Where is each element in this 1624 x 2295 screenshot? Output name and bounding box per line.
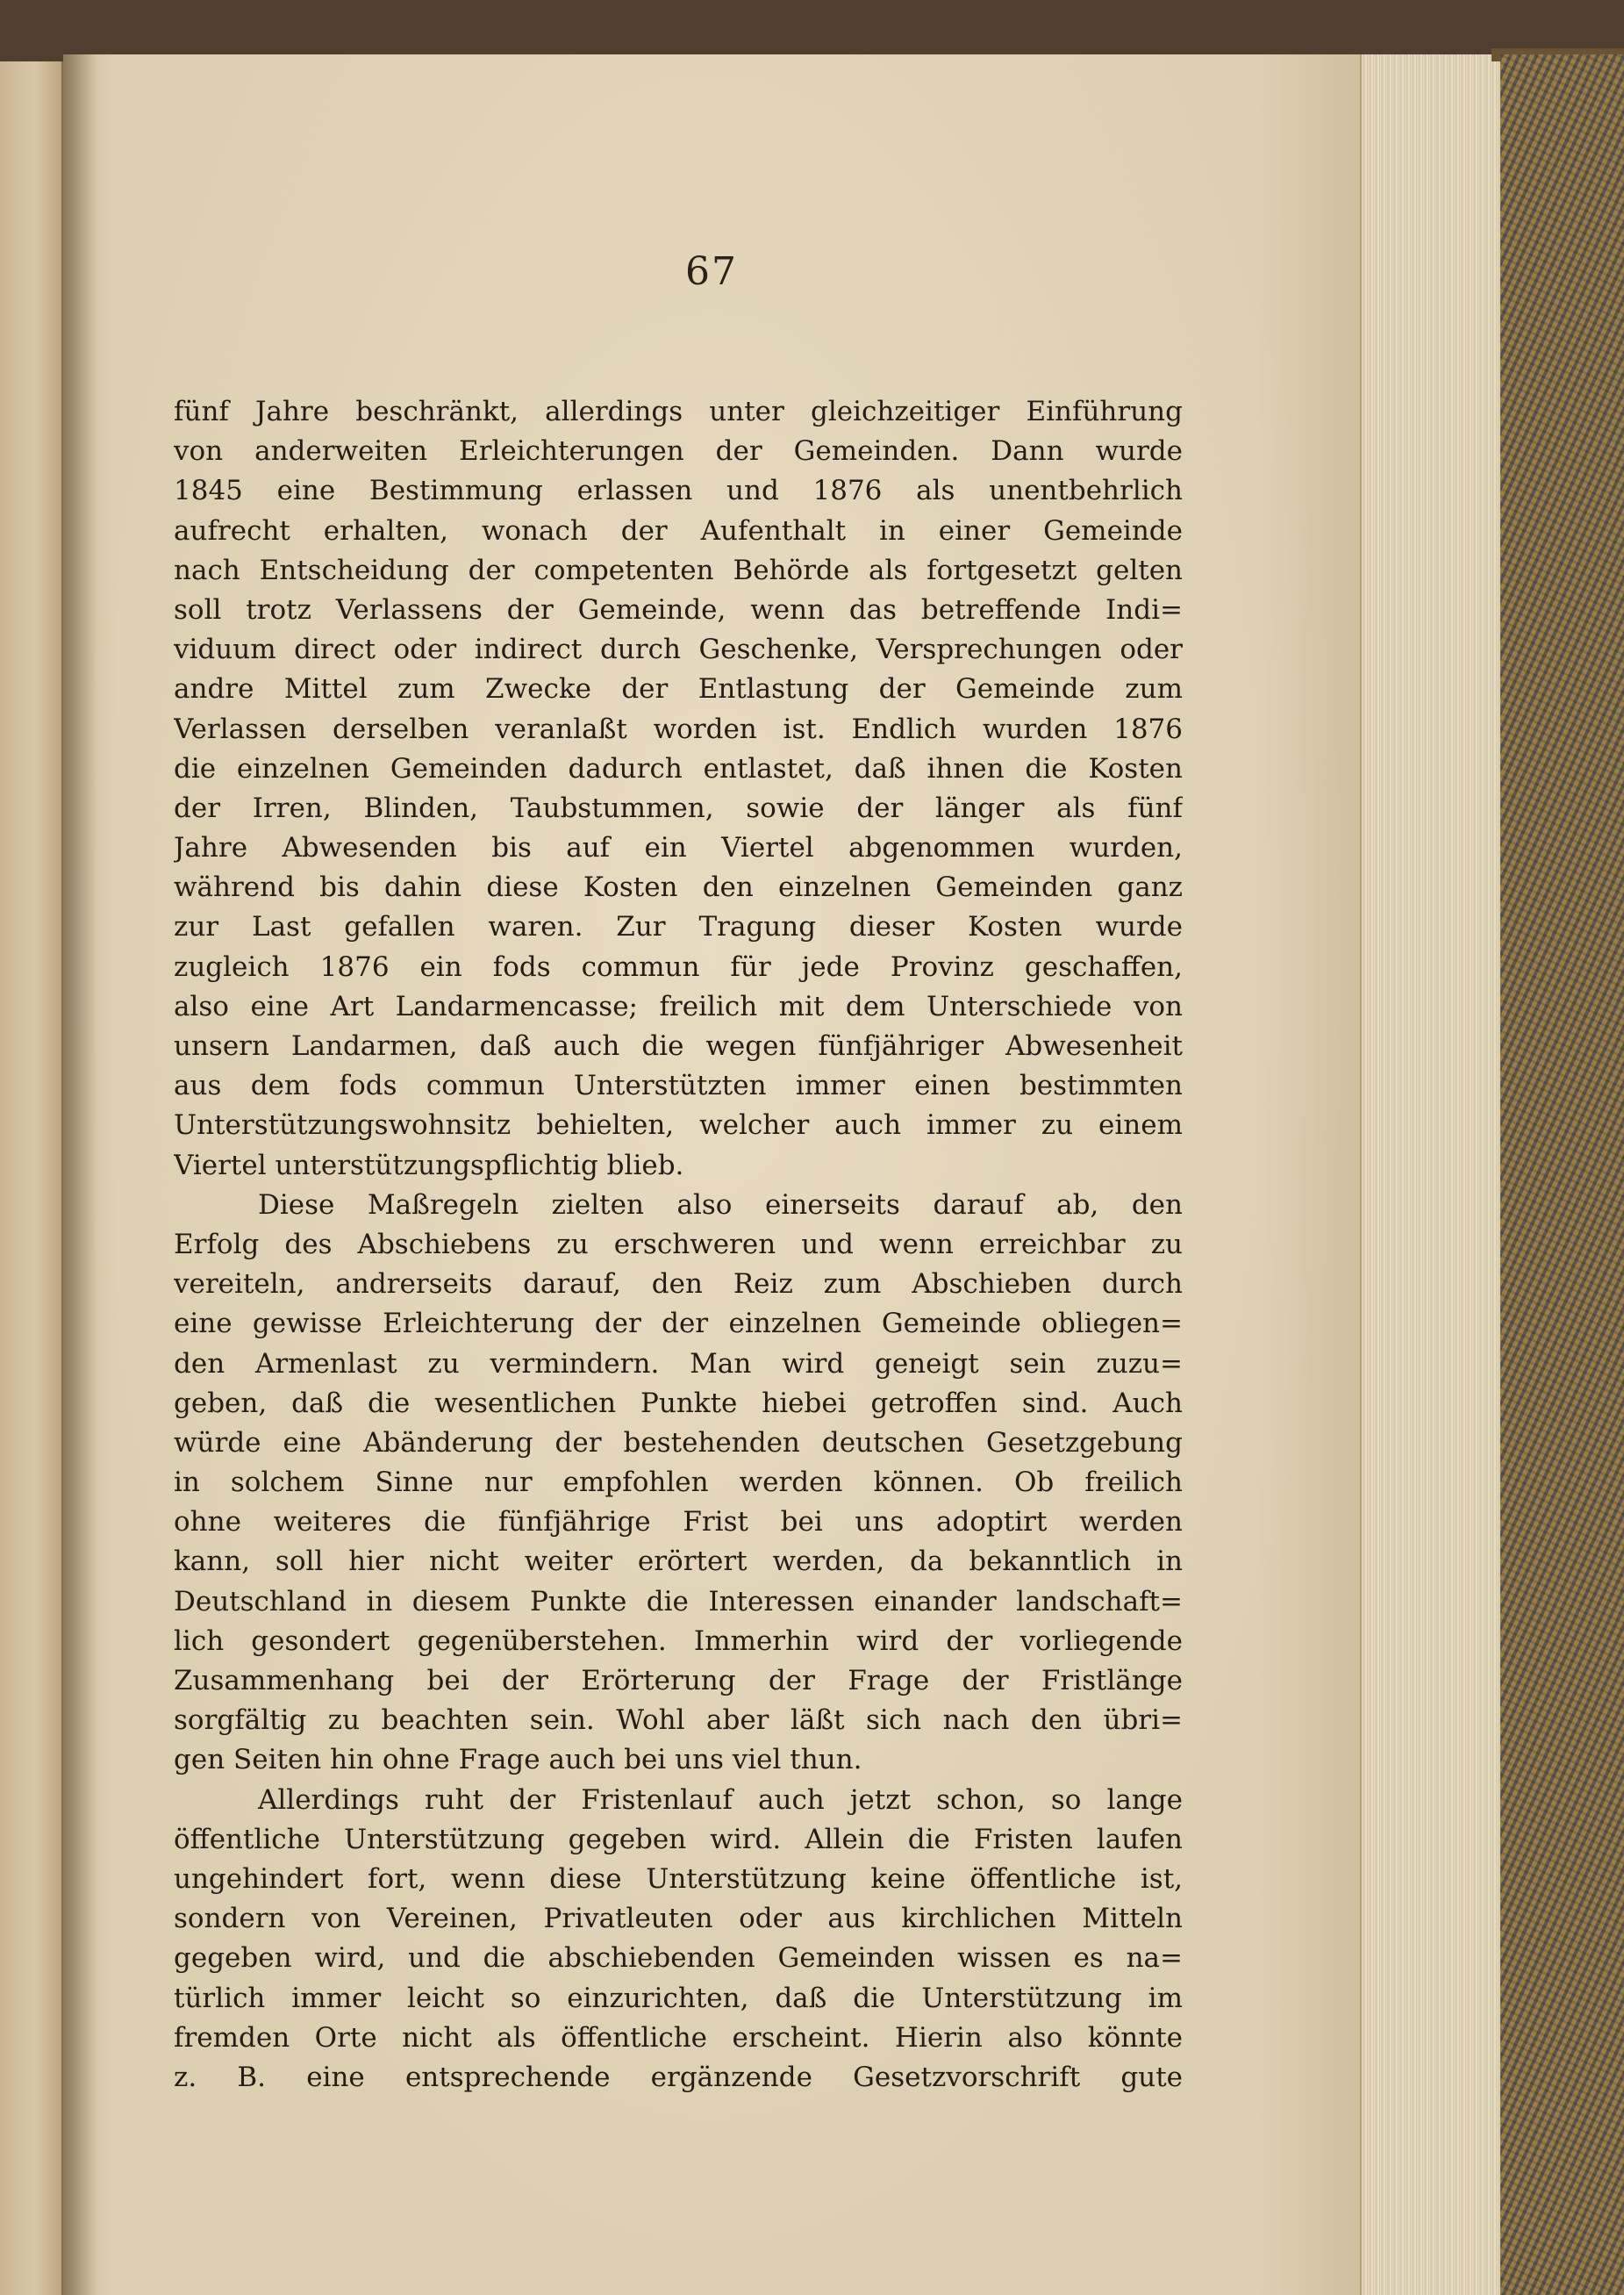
text-line: Diese Maßregeln zielten also einerseits darauf ab, den (258, 1188, 1183, 1221)
text-line: ohne weiteres die fünfjährige Frist bei uns adoptirt werden (174, 1506, 1183, 1538)
text-line: den Armenlast zu vermindern. Man wird geneigt sein zuzu= (174, 1347, 1183, 1380)
text-line: lich gesondert gegenüberstehen. Immerhin wird der vorliegende (174, 1624, 1183, 1657)
text-line: Deutschland in diesem Punkte die Interessen einander landschaft= (174, 1585, 1183, 1617)
text-line: fünf Jahre beschränkt, allerdings unter gleichzeitiger Einführung (174, 396, 1183, 427)
text-line: unsern Landarmen, daß auch die wegen fünfjähriger Abwesenheit (174, 1030, 1183, 1062)
text-line: z. B. eine entsprechende ergänzende Gesetzvorschrift gute (174, 2061, 1183, 2093)
text-line: Verlassen derselben veranlaßt worden ist. Endlich wurden 1876 (174, 713, 1183, 745)
text-line: vereiteln, andrerseits darauf, den Reiz zum Abschieben durch (174, 1268, 1183, 1301)
text-line: Erfolg des Abschiebens zu erschweren und wenn erreichbar zu (174, 1228, 1183, 1260)
text-line: von anderweiten Erleichterungen der Gemeinden. Dann wurde (174, 435, 1183, 468)
text-line: Zusammenhang bei der Erörterung der Frage der Fristlänge (174, 1665, 1183, 1696)
text-line: öffentliche Unterstützung gegeben wird. Allein die Fristen laufen (174, 1823, 1183, 1855)
text-line: eine gewisse Erleichterung der der einzelnen Gemeinde obliegen= (174, 1308, 1183, 1340)
text-line: sorgfältig zu beachten sein. Wohl aber läßt sich nach den übri= (174, 1704, 1183, 1737)
text-line: gen Seiten hin ohne Frage auch bei uns viel thun. (174, 1744, 862, 1776)
body-text (174, 392, 1183, 2098)
text-line: aufrecht erhalten, wonach der Aufenthalt in einer Gemeinde (174, 514, 1183, 547)
page-edges (1360, 54, 1502, 2295)
text-line: sondern von Vereinen, Privatleuten oder aus kirchlichen Mitteln (174, 1903, 1183, 1935)
text-line: geben, daß die wesentlichen Punkte hiebei getroffen sind. Auch (174, 1387, 1183, 1419)
text-line: viduum direct oder indirect durch Geschenke, Versprechungen oder (174, 634, 1183, 666)
previous-page-edge (0, 61, 65, 2295)
text-line: Allerdings ruht der Fristenlauf auch jetzt schon, so lange (258, 1783, 1183, 1816)
text-line: zugleich 1876 ein fods commun für jede Provinz geschaffen, (174, 950, 1183, 983)
text-line: türlich immer leicht so einzurichten, daß die Unterstützung im (174, 1982, 1183, 2014)
text-line: gegeben wird, und die abschiebenden Gemeinden wissen es na= (174, 1942, 1183, 1975)
text-line: Jahre Abwesenden bis auf ein Viertel abgenommen wurden, (174, 832, 1183, 864)
text-line: nach Entscheidung der competenten Behörde als fortgesetzt gelten (174, 554, 1183, 586)
gutter-shadow (61, 53, 97, 2295)
text-line: Viertel unterstützungspflichtig blieb. (174, 1149, 684, 1181)
page-number: 67 (685, 249, 738, 294)
text-line: soll trotz Verlassens der Gemeinde, wenn das betreffende Indi= (174, 593, 1183, 626)
text-line: zur Last gefallen waren. Zur Tragung dieser Kosten wurde (174, 911, 1183, 943)
text-line: während bis dahin diese Kosten den einzelnen Gemeinden ganz (174, 871, 1183, 904)
text-line: in solchem Sinne nur empfohlen werden können. Ob freilich (174, 1467, 1183, 1499)
text-line: ungehindert fort, wenn diese Unterstützung keine öffentliche ist, (174, 1862, 1183, 1895)
book-page (63, 54, 1360, 2295)
text-line: aus dem fods commun Unterstützten immer einen bestimmten (174, 1070, 1183, 1102)
text-line: kann, soll hier nicht weiter erörtert werden, da bekanntlich in (174, 1546, 1183, 1578)
text-line: also eine Art Landarmencasse; freilich mit dem Unterschiede von (174, 990, 1183, 1022)
book-cover (1500, 54, 1624, 2295)
text-line: Unterstützungswohnsitz behielten, welcher auch immer zu einem (174, 1109, 1183, 1142)
text-line: die einzelnen Gemeinden dadurch entlastet, daß ihnen die Kosten (174, 752, 1183, 785)
text-line: 1845 eine Bestimmung erlassen und 1876 als unentbehrlich (174, 475, 1183, 507)
text-line: der Irren, Blinden, Taubstummen, sowie der länger als fünf (174, 792, 1183, 824)
text-line: fremden Orte nicht als öffentliche erscheint. Hierin also könnte (174, 2021, 1183, 2054)
text-line: würde eine Abänderung der bestehenden deutschen Gesetzgebung (174, 1426, 1183, 1459)
text-line: andre Mittel zum Zwecke der Entlastung der Gemeinde zum (174, 673, 1183, 706)
